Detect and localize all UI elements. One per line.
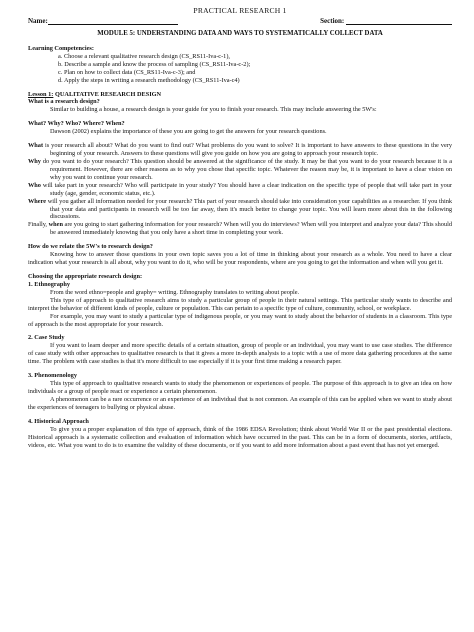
paragraph: Dawson (2002) explains the importance of these you are going to get the answers for your research questions.	[50, 128, 327, 136]
competency-item: c. Plan on how to collect data (CS_RS11-Iva-c-3); and	[58, 68, 196, 76]
who-text: will take part in your research? Who will participate in your study? You should have a clear indication on the specific type of people that will take part in your study (age, gender, economic status, etc.).	[40, 181, 452, 197]
name-label: Name:	[28, 16, 48, 25]
what-paragraph	[28, 142, 452, 158]
what-text: is your research all about? What do you want to find out? What problems do you want to solve? It is important to have answers to these questions in the very beginning of your research. Answers to these questions will give you guide on how you are going to approach your research topic.	[43, 142, 452, 158]
where-keyword: Where	[28, 197, 47, 205]
lesson-label: Lesson 1:	[28, 90, 54, 98]
competencies-heading: Learning Competencies:	[28, 44, 94, 52]
paragraph: This type of approach to qualitative research aims to study a particular group of people in their natural settings. This particular study wants to describe and interpret the behavior of different kinds of people, culture or population. This can pertain to a specific type of culture, community, school, or workplace.	[28, 296, 452, 312]
competency-item: d. Apply the steps in writing a research methodology (CS_RS11-Iva-c4)	[58, 76, 240, 84]
when-paragraph	[28, 221, 452, 237]
paragraph: Knowing how to answer those questions in your own topic saves you a lot of time in thinking about your research as a whole. You need to have a clear indication what your research is all about, why you want to do it, who will be your respondents, where are you going to get the information and when will you get it.	[28, 251, 452, 267]
lesson-heading	[28, 91, 452, 99]
subsection-heading: 4. Historical Approach	[28, 417, 89, 425]
where-text: will you gather all information needed for your research? This part of your research should take into consideration your capabilities as a researcher. If you think that your data and participants in research will be too far away, then it's much better to change your topic. You will learn more about this in the following discussions.	[46, 197, 452, 221]
paragraph: For example, you may want to study a particular type of indigenous people, or you may want to study about the behavior of students in a classroom. This type of approach is the most appropriate for your research.	[28, 312, 452, 328]
who-keyword: Who	[28, 181, 41, 189]
why-paragraph	[28, 158, 452, 182]
why-text: do you want to do your research? This question should be answered at the significance of the study. It may be that you want to do your research because it is a requirement. However, there are other reasons as to why you chose that specific topic. Whatever the reason may be, it is important to have a clear vision on why you want to continue your research.	[40, 158, 452, 181]
section-blank-line	[346, 18, 452, 25]
what-keyword: What	[28, 142, 44, 150]
name-section-row	[28, 17, 452, 26]
question-heading: What? Why? Who? Where? When?	[28, 120, 125, 128]
lesson-title: QUALITATIVE RESEARCH DESIGN	[53, 90, 162, 98]
module-title: MODULE 5: UNDERSTANDING DATA AND WAYS TO SYSTEMATICALLY COLLECT DATA	[97, 30, 383, 38]
section-heading: Choosing the appropriate research design:	[28, 272, 143, 280]
name-field[interactable]	[28, 17, 178, 26]
section-field[interactable]	[320, 17, 452, 26]
paragraph: A phenomenon can be a rare occurrence or an experience of an individual that is not common. An example of this can be applied when we want to study about the experiences of teenagers to bullying or physical abuse.	[28, 395, 452, 411]
where-paragraph	[28, 198, 452, 222]
section-label: Section:	[320, 16, 345, 25]
paragraph: Similar to building a house, a research design is your guide for you to finish your research. This may include answering the 5W's:	[50, 106, 377, 114]
paragraph: This type of approach to qualitative research wants to study the phenomenon or experiences of people. The purpose of this approach is to give an idea on how individuals or a group of people react or experience a certain phenomenon.	[28, 380, 452, 395]
subsection-heading: 2. Case Study	[28, 334, 65, 342]
question-heading: What is a research design?	[28, 98, 100, 106]
paragraph: To give you a proper explanation of this type of approach, think of the 1986 EDSA Revolution; think about World War II or the past presidential elections. Historical approach is a systematic collection and evaluation of information which have occurred in the past. This can be in a form of documents, stories, artifacts, videos, etc. What you want to do is to examine the validity of these documents, or if you want to add more information about a past event that has not yet emerged.	[28, 425, 452, 449]
name-blank-line	[48, 18, 178, 25]
competency-item: a. Choose a relevant qualitative research design (CS_RS11-Iva-c-1),	[58, 52, 230, 60]
question-heading: How do we relate the 5W's to research design?	[28, 243, 153, 251]
paragraph: From the word ethno=people and graphy= writing. Ethnography translates to writing about people.	[50, 288, 300, 296]
competency-item: b. Describe a sample and know the process of sampling (CS_RS11-Iva-c-2);	[58, 60, 251, 68]
why-keyword: Why	[28, 158, 41, 165]
who-paragraph	[28, 182, 452, 198]
page-title: PRACTICAL RESEARCH 1	[193, 6, 287, 15]
competencies-list	[28, 53, 452, 85]
subsection-heading: 1. Ethnography	[28, 280, 70, 288]
finally-text: Finally,	[28, 221, 49, 229]
paragraph: If you want to learn deeper and more specific details of a certain situation, group of people or an individual, you may want to use case studies. The difference of case study with other approaches to qualitative research is that it gives a more in-depth analysis to a topic with a use of more data gathering procedures at the same time. The problem with case studies is that it's more difficult to use especially if it is your first time making a research paper.	[28, 342, 452, 366]
subsection-heading: 3. Phenomenology	[28, 372, 77, 380]
when-keyword: when	[48, 221, 63, 229]
when-text: are you going to start gathering information for your research? When will you do interviews? When will you interpret and analyze your data? This should be answered immediately knowing that you only have a short time in completing your work.	[50, 221, 452, 237]
